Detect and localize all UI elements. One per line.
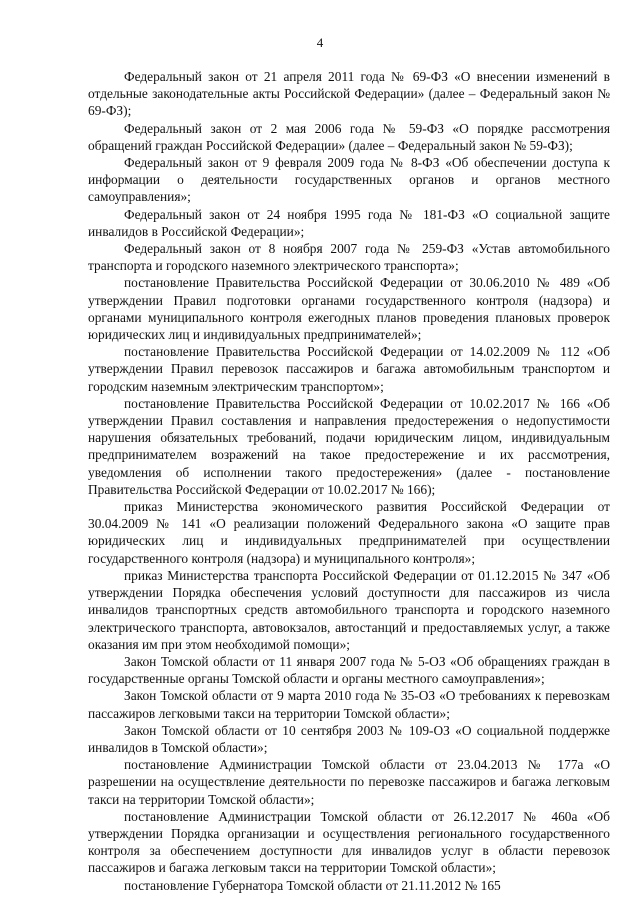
paragraph-governor-decree-165: постановление Губернатора Томской области от 21.11.2012 № 165 (124, 877, 501, 893)
paragraph-law-181-fz: Федеральный закон от 24 ноября 1995 года № 181-ФЗ «О социальной защите инвалидов в Российской Федерации»; (88, 206, 610, 239)
paragraph-law-8-fz: Федеральный закон от 9 февраля 2009 года № 8-ФЗ «Об обеспечении доступа к информации о деятельности государственных органов и органов местного самоуправления»; (88, 155, 610, 205)
paragraph-tomsk-decree-177a: постановление Администрации Томской области от 23.04.2013 № 177а «О разрешении на осуществление деятельности по перевозке пассажиров и багажа легковым такси на территории Томской области»; (88, 757, 610, 807)
paragraph-tomsk-law-35-oz: Закон Томской области от 9 марта 2010 года № 35-ОЗ «О требованиях к перевозкам пассажиров легковыми такси на территории Томской области»; (88, 688, 610, 721)
paragraph-order-141: приказ Министерства экономического развития Российской Федерации от 30.04.2009 № 141 «О реализации положений Федерального закона «О защите прав юридических лиц и индивидуальных предпринимателей при осуществлении государственного контроля (надзора) и муниципального контроля»; (88, 499, 610, 566)
page-number: 4 (316, 35, 324, 50)
paragraph-law-59-fz: Федеральный закон от 2 мая 2006 года № 59-ФЗ «О порядке рассмотрения обращений граждан Российской Федерации» (далее – Федеральный закон № 59-ФЗ); (88, 120, 610, 153)
paragraph-tomsk-law-109-oz: Закон Томской области от 10 сентября 2003 № 109-ОЗ «О социальной поддержке инвалидов в Томской области»; (88, 722, 610, 755)
paragraph-law-69-fz: Федеральный закон от 21 апреля 2011 года № 69-ФЗ «О внесении изменений в отдельные законодательные акты Российской Федерации» (далее – Федеральный закон № 69-ФЗ); (88, 69, 610, 119)
paragraph-decree-166: постановление Правительства Российской Федерации от 10.02.2017 № 166 «Об утверждении Правил составления и направления предостережения о недопустимости нарушения обязательных требований, подачи юридическим лицом, индивидуальным предпринимателем возражений на такое предостережение и их рассмотрения, уведомления об исполнении такого предостережения» (далее - постановление Правительства Российской Федерации от 10.02.2017 № 166); (88, 395, 610, 497)
paragraph-order-347: приказ Министерства транспорта Российской Федерации от 01.12.2015 № 347 «Об утверждении Порядка обеспечения условий доступности для пассажиров из числа инвалидов транспортных средств автомобильного транспорта и городского наземного электрического транспорта, автовокзалов, автостанций и предоставляемых услуг, а также оказания им при этом необходимой помощи»; (88, 567, 610, 652)
paragraph-tomsk-law-5-oz: Закон Томской области от 11 января 2007 года № 5-ОЗ «Об обращениях граждан в государственные органы Томской области и органы местного самоуправления»; (88, 653, 610, 687)
document-body (88, 68, 610, 894)
paragraph-tomsk-decree-460a: постановление Администрации Томской области от 26.12.2017 № 460а «Об утверждении Порядка организации и осуществления регионального государственного контроля за обеспечением доступности для инвалидов услуг в области перевозок пассажиров и багажа легковым такси на территории Томской области»; (88, 808, 610, 876)
paragraph-law-259-fz: Федеральный закон от 8 ноября 2007 года № 259-ФЗ «Устав автомобильного транспорта и городского наземного электрического транспорта»; (88, 241, 610, 274)
paragraph-decree-112: постановление Правительства Российской Федерации от 14.02.2009 № 112 «Об утверждении Правил перевозок пассажиров и багажа автомобильным транспортом и городским наземным электрическим транспортом»; (88, 344, 610, 394)
paragraph-decree-489: постановление Правительства Российской Федерации от 30.06.2010 № 489 «Об утверждении Правил подготовки органами государственного контроля (надзора) и органами муниципального контроля ежегодных планов проведения плановых проверок юридических лиц и индивидуальных предпринимателей»; (88, 275, 610, 343)
